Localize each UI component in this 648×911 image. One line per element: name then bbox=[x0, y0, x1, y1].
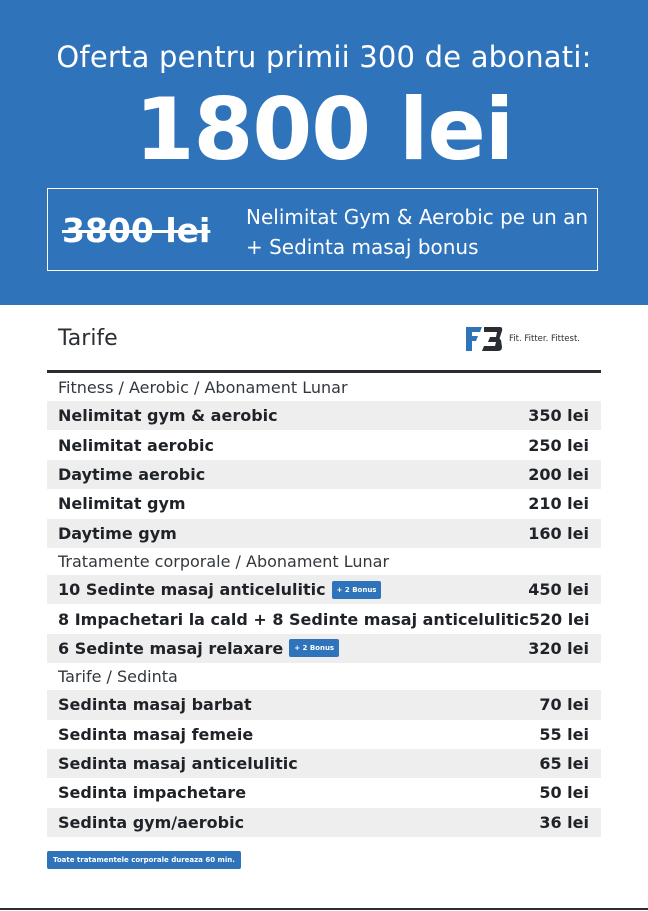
price-row-price: 36 lei bbox=[539, 812, 589, 832]
price-row bbox=[47, 604, 601, 633]
bottom-rule bbox=[0, 908, 648, 910]
price-row-name: Daytime gym bbox=[58, 523, 177, 543]
offer-description-line-1: Nelimitat Gym & Aerobic pe un an bbox=[246, 205, 589, 229]
price-row bbox=[47, 808, 601, 837]
price-row bbox=[47, 489, 601, 518]
price-row-label: 10 Sedinte masaj anticelulitic bbox=[58, 580, 326, 600]
offer-subtitle: Oferta pentru primii 300 de abonati: bbox=[56, 40, 592, 74]
price-list bbox=[47, 374, 601, 837]
duration-note-badge: Toate tratamentele corporale dureaza 60 min. bbox=[47, 851, 241, 869]
price-row bbox=[47, 749, 601, 778]
price-row-price: 450 lei bbox=[528, 580, 589, 600]
price-row bbox=[47, 575, 601, 604]
price-row-name: Sedinta impachetare bbox=[58, 783, 247, 803]
brand-slogan: Fit. Fitter. Fittest. bbox=[509, 334, 581, 344]
header-rule bbox=[47, 370, 601, 373]
price-row-price: 70 lei bbox=[539, 695, 589, 715]
price-row-price: 55 lei bbox=[539, 724, 589, 744]
price-row-price: 350 lei bbox=[528, 406, 589, 426]
price-row-price: 65 lei bbox=[539, 754, 589, 774]
price-row-name: Nelimitat gym & aerobic bbox=[58, 406, 278, 426]
bonus-badge: + 2 Bonus bbox=[289, 639, 339, 657]
price-row-price: 320 lei bbox=[528, 638, 589, 658]
price-row-price: 520 lei bbox=[528, 609, 590, 629]
price-row bbox=[47, 460, 601, 489]
offer-description bbox=[246, 202, 588, 262]
price-row bbox=[47, 720, 601, 749]
section-heading: Tarife / Sedinta bbox=[58, 667, 178, 687]
price-row-price: 210 lei bbox=[528, 494, 589, 514]
price-row-price: 50 lei bbox=[539, 783, 589, 803]
price-row-name: 8 Impachetari la cald + 8 Sedinte masaj anticelulitic bbox=[58, 609, 529, 629]
price-row-price: 160 lei bbox=[528, 523, 589, 543]
price-row bbox=[47, 401, 601, 430]
price-row bbox=[47, 778, 601, 807]
bonus-badge: + 2 Bonus bbox=[332, 581, 382, 599]
section-heading: Fitness / Aerobic / Abonament Lunar bbox=[58, 378, 348, 397]
price-row-price: 200 lei bbox=[528, 464, 589, 484]
offer-price: 1800 lei bbox=[134, 80, 514, 180]
old-price: 3800 lei bbox=[62, 211, 211, 250]
offer-details-box bbox=[47, 188, 598, 271]
price-row-price: 250 lei bbox=[528, 435, 589, 455]
tarife-title: Tarife bbox=[58, 326, 118, 351]
price-row-name: Nelimitat aerobic bbox=[58, 435, 214, 455]
price-row-name: Daytime aerobic bbox=[58, 464, 206, 484]
price-row bbox=[47, 430, 601, 459]
f3-logo-icon bbox=[464, 325, 504, 353]
price-row-name: Sedinta masaj femeie bbox=[58, 724, 254, 744]
price-row-label: 6 Sedinte masaj relaxare bbox=[58, 638, 284, 658]
price-row-name: Sedinta masaj barbat bbox=[58, 695, 252, 715]
price-row bbox=[47, 634, 601, 663]
price-row-name bbox=[58, 639, 339, 658]
price-row bbox=[47, 690, 601, 719]
price-row-name: Sedinta gym/aerobic bbox=[58, 812, 245, 832]
offer-description-line-2: + Sedinta masaj bonus bbox=[246, 235, 479, 259]
price-row-name: Sedinta masaj anticelulitic bbox=[58, 754, 298, 774]
offer-banner bbox=[0, 0, 648, 305]
price-row bbox=[47, 519, 601, 548]
price-row-name: Nelimitat gym bbox=[58, 494, 186, 514]
section-heading: Tratamente corporale / Abonament Lunar bbox=[58, 551, 390, 571]
price-row-name bbox=[58, 580, 381, 599]
brand-logo bbox=[464, 324, 580, 354]
